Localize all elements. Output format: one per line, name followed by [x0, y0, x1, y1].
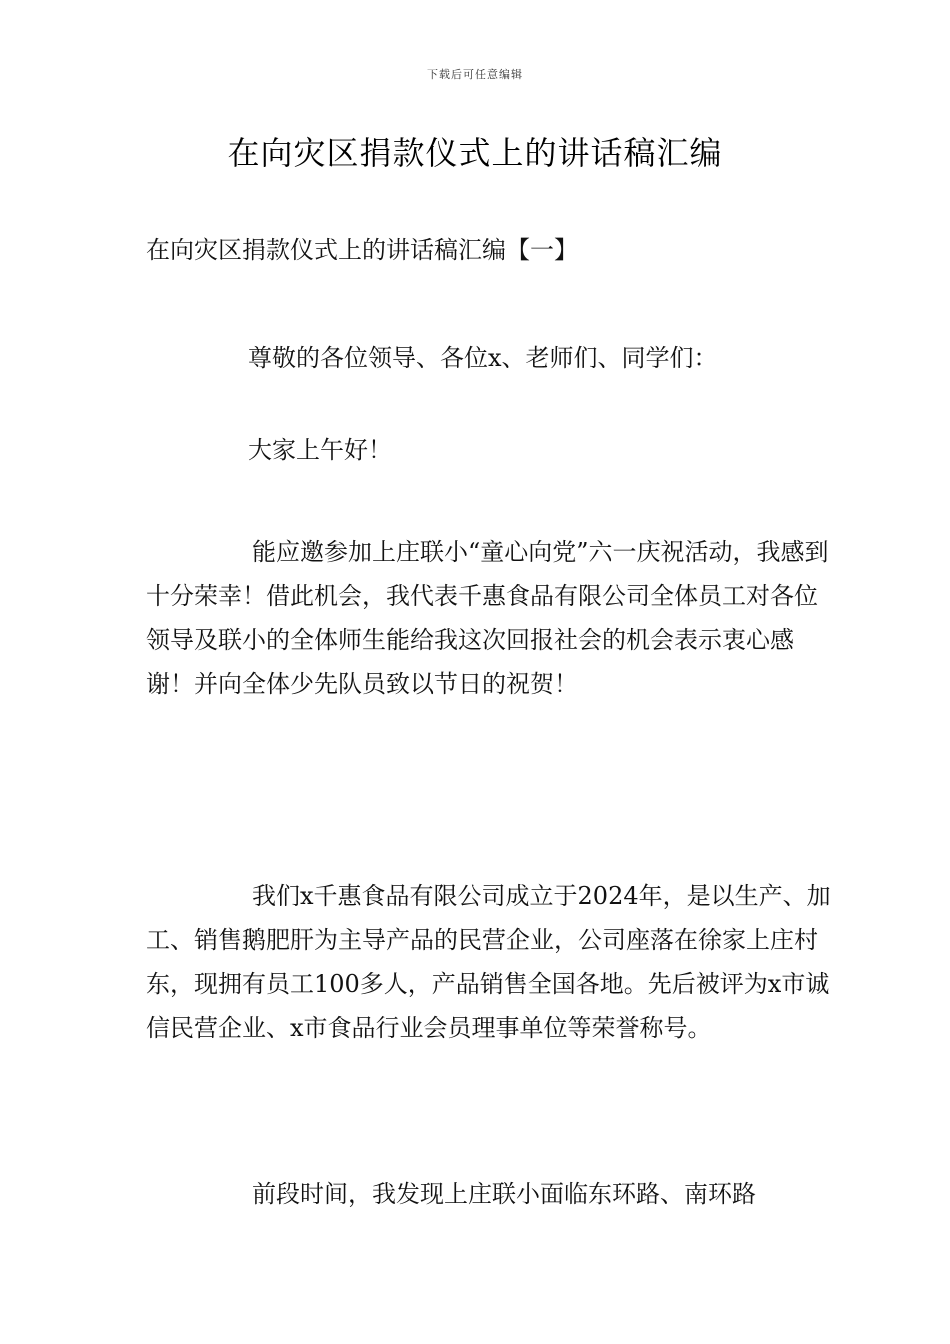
greeting: 大家上午好！	[248, 436, 392, 464]
paragraph-3: 前段时间，我发现上庄联小面临东环路、南环路	[252, 1180, 756, 1208]
section-subtitle: 在向灾区捐款仪式上的讲话稿汇编【一】	[146, 236, 578, 264]
document-title: 在向灾区捐款仪式上的讲话稿汇编	[227, 134, 723, 172]
paragraph-1: 能应邀参加上庄联小“童心向党”六一庆祝活动，我感到十分荣幸！借此机会，我代表千惠食品有限公司全体员工对各位领导及联小的全体师生能给我这次回报社会的机会表示衷心感谢！并向全体少先队员致以节日的祝贺！	[146, 538, 829, 698]
paragraph-2: 我们x千惠食品有限公司成立于2024年，是以生产、加工、销售鹅肥肝为主导产品的民营企业，公司座落在徐家上庄村东，现拥有员工100多人，产品销售全国各地。先后被评为x市诚信民营企业、x市食品行业会员理事单位等荣誉称号。	[146, 882, 831, 1042]
salutation: 尊敬的各位领导、各位x、老师们、同学们：	[248, 344, 718, 372]
header-note: 下载后可任意编辑	[427, 68, 523, 81]
